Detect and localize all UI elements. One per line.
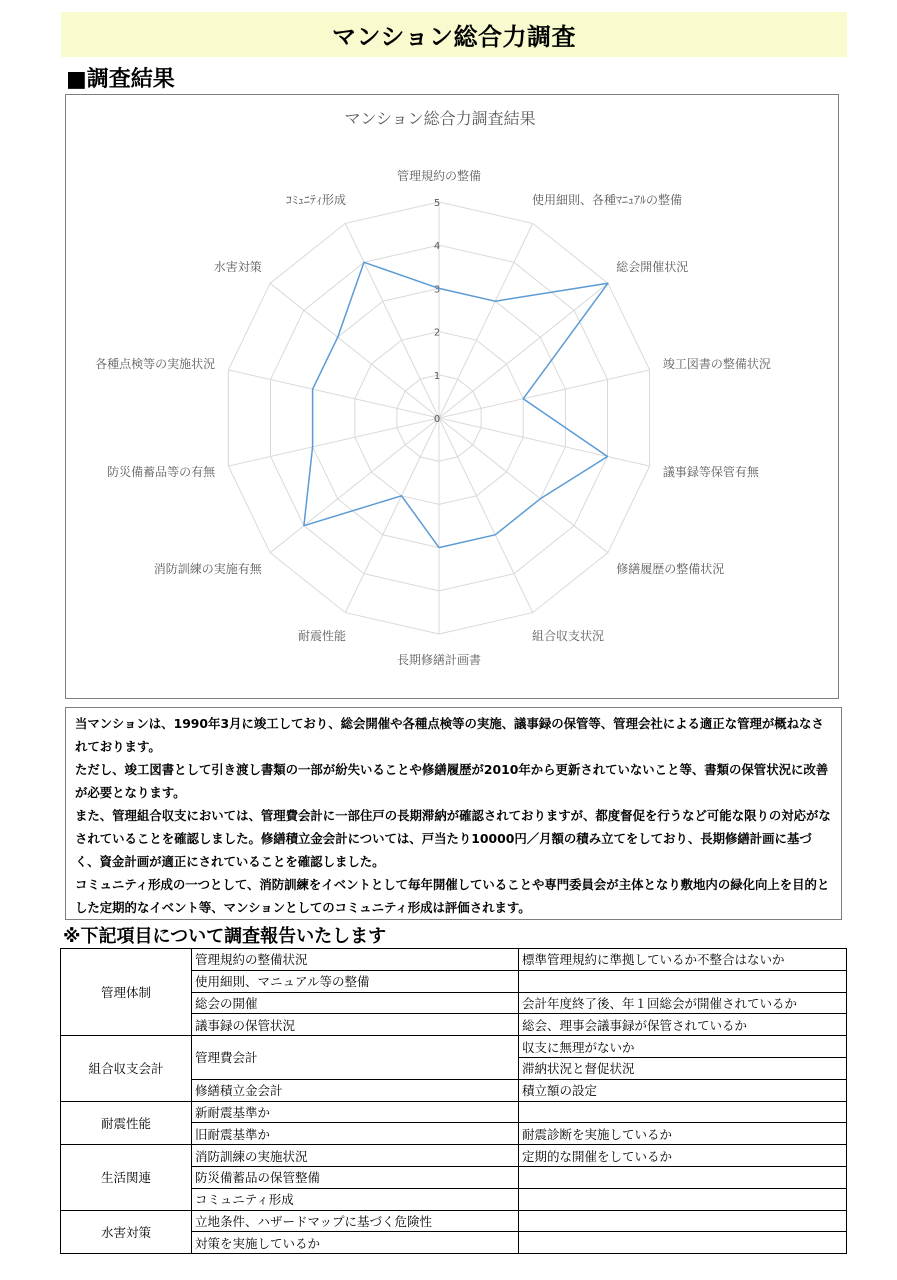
report-heading: ※下記項目について調査報告いたします <box>63 926 387 947</box>
table-row <box>61 949 847 971</box>
category-label: 各種点検等の実施状況 <box>95 357 216 372</box>
note-cell: 会計年度終了後、年１回総会が開催されているか <box>519 992 847 1014</box>
summary-paragraph: コミュニティ形成の一つとして、消防訓練をイベントとして毎年開催していることや専門委員会が主体となり敷地内の緑化向上を目的とした定期的なイベント等、マンションとしてのコミュニティ形成は評価されます。 <box>75 877 830 915</box>
category-cell: 耐震性能 <box>61 1101 192 1145</box>
note-cell <box>519 1188 847 1210</box>
grid-spoke <box>439 418 608 553</box>
category-label: 防災備蓄品等の有無 <box>107 464 216 479</box>
note-cell <box>519 970 847 992</box>
note-cell: 収支に無理がないか <box>519 1036 847 1058</box>
note-cell: 滞納状況と督促状況 <box>519 1057 847 1079</box>
grid-spoke <box>270 418 439 553</box>
summary-paragraph: ただし、竣工図書として引き渡し書類の一部が紛失いることや修繕履歴が2010年から更新されていないこと等、書類の保管状況に改善が必要となります。 <box>75 762 829 800</box>
grid-spoke <box>228 370 439 418</box>
tick-label: 3 <box>433 284 441 296</box>
item-cell: 修繕積立金会計 <box>192 1079 519 1101</box>
note-cell: 標準管理規約に準拠しているか不整合はないか <box>519 949 847 971</box>
note-cell: 総会、理事会議事録が保管されているか <box>519 1014 847 1036</box>
note-cell <box>519 1101 847 1123</box>
radar-chart-box <box>65 94 839 699</box>
tick-label: 1 <box>433 370 441 382</box>
item-cell: 総会の開催 <box>192 992 519 1014</box>
tick-label: 0 <box>433 414 441 425</box>
item-cell: 防災備蓄品の保管整備 <box>192 1166 519 1188</box>
category-label: 竣工図書の整備状況 <box>662 357 771 372</box>
title-bar <box>61 12 847 57</box>
category-label: 組合収支状況 <box>532 629 605 643</box>
category-label: 使用細則、各種ﾏﾆｭｱﾙの整備 <box>532 193 683 207</box>
tick-label: 4 <box>433 241 441 253</box>
summary-paragraph: また、管理組合収支においては、管理費会計に一部住戸の長期滞納が確認されておりますが、都度督促を行うなど可能な限りの対応がなされていることを確認しました。修繕積立金会計については、戸当たり10000円／月額の積み立てをしており、長期修繕計画に基づく、資金計画が適正にされていることを確認しました。 <box>75 808 831 869</box>
category-label: 耐震性能 <box>297 629 346 643</box>
item-cell: 旧耐震基準か <box>192 1123 519 1145</box>
grid-spoke <box>270 283 439 418</box>
radar-chart <box>66 95 838 698</box>
table-row <box>61 1210 847 1232</box>
category-cell: 生活関連 <box>61 1145 192 1210</box>
grid-spoke <box>228 418 439 466</box>
item-cell: 管理規約の整備状況 <box>192 949 519 971</box>
note-cell <box>519 1166 847 1188</box>
chart-title: マンション総合力調査結果 <box>344 109 536 128</box>
category-label: 水害対策 <box>213 260 262 275</box>
item-cell: コミュニティ形成 <box>192 1188 519 1210</box>
table-row <box>61 1101 847 1123</box>
category-label: 修繕履歴の整備状況 <box>616 561 725 576</box>
page-title: マンション総合力調査 <box>332 23 576 51</box>
category-label: 総会開催状況 <box>616 260 689 275</box>
item-cell: 立地条件、ハザードマップに基づく危険性 <box>192 1210 519 1232</box>
category-label: 消防訓練の実施有無 <box>153 561 262 576</box>
note-cell: 積立額の設定 <box>519 1079 847 1101</box>
survey-items-table <box>60 948 847 1254</box>
summary-paragraph: 当マンションは、1990年3月に竣工しており、総会開催や各種点検等の実施、議事録の保管等、管理会社による適正な管理が概ねなされております。 <box>75 716 824 754</box>
item-cell: 新耐震基準か <box>192 1101 519 1123</box>
note-cell <box>519 1232 847 1254</box>
summary-box <box>65 707 842 920</box>
category-cell: 組合収支会計 <box>61 1036 192 1101</box>
note-cell <box>519 1210 847 1232</box>
note-cell: 定期的な開催をしているか <box>519 1145 847 1167</box>
grid-spoke <box>439 418 650 466</box>
category-label: 議事録等保管有無 <box>662 464 759 479</box>
item-cell: 対策を実施しているか <box>192 1232 519 1254</box>
item-cell: 使用細則、マニュアル等の整備 <box>192 970 519 992</box>
item-cell: 議事録の保管状況 <box>192 1014 519 1036</box>
category-label: 長期修繕計画書 <box>396 653 482 667</box>
note-cell: 耐震診断を実施しているか <box>519 1123 847 1145</box>
category-cell: 管理体制 <box>61 949 192 1036</box>
category-cell: 水害対策 <box>61 1210 192 1254</box>
item-cell: 管理費会計 <box>192 1036 519 1080</box>
table-row <box>61 1036 847 1058</box>
category-label: 管理規約の整備 <box>396 169 482 183</box>
category-label: ｺﾐｭﾆﾃｨ形成 <box>285 193 346 207</box>
grid-spoke <box>439 370 650 418</box>
tick-label: 2 <box>433 327 441 339</box>
results-heading: ■調査結果 <box>66 67 175 92</box>
table-row <box>61 1145 847 1167</box>
item-cell: 消防訓練の実施状況 <box>192 1145 519 1167</box>
tick-label: 5 <box>433 198 441 209</box>
